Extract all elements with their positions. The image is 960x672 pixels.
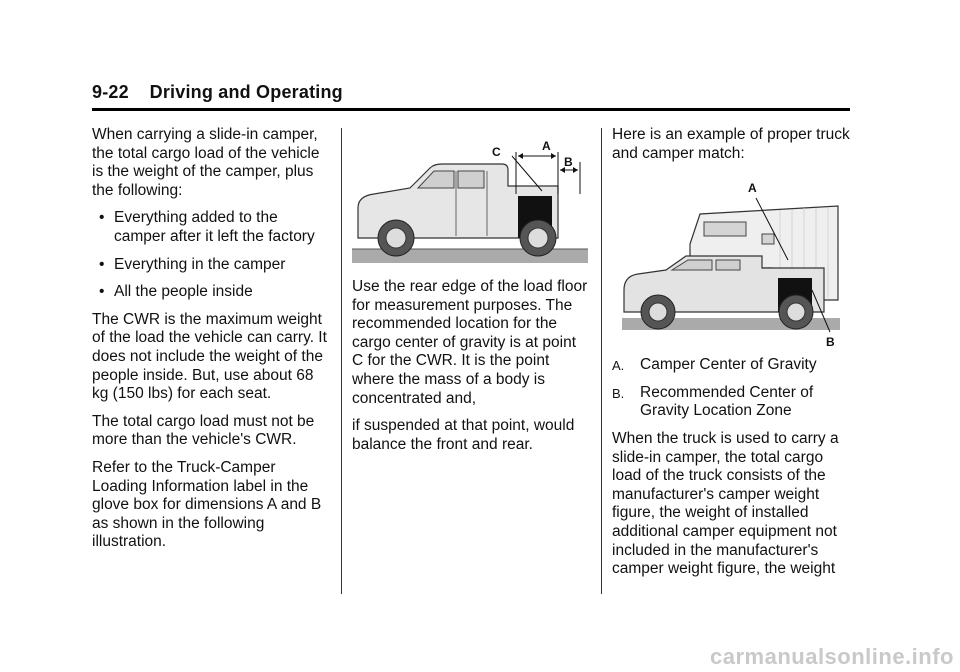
column-divider xyxy=(601,128,602,594)
total-load-paragraph: The total cargo load must not be more than the vehicle's CWR. xyxy=(92,412,315,449)
cwr-paragraph: The CWR is the maximum weight of the load the vehicle can carry. It does not include the weight of the people inside. But, use about 68 kg (150 lbs) for each seat. xyxy=(92,310,327,403)
truck-camper-figure xyxy=(612,172,848,350)
page-number: 9-22 xyxy=(92,82,129,102)
refer-paragraph: Refer to the Truck-Camper Loading Information label in the glove box for dimensions A and B as shown in the following illustration. xyxy=(92,458,322,551)
label-b: B xyxy=(826,335,835,350)
watermark: carmanualsonline.info xyxy=(710,644,954,669)
label-b: B xyxy=(564,155,573,169)
legend-item xyxy=(612,384,852,421)
camper-window xyxy=(704,222,746,236)
cargo-load-paragraph: When the truck is used to carry a slide-in camper, the total cargo load of the truck consists of the manufacturer's camper weight figure, the weight of installed additional camper equipment not included in the manufacturer's camper weight figure, the weight xyxy=(612,429,839,578)
bullet-glyph: • xyxy=(99,283,105,301)
legend-text: Recommended Center of Gravity Location Zone xyxy=(640,383,814,420)
legend-letter: A. xyxy=(612,358,625,374)
bullet-glyph: • xyxy=(99,209,105,227)
column-1 xyxy=(92,126,332,561)
column-2 xyxy=(352,126,590,463)
bullet-item xyxy=(92,256,332,275)
bullet-glyph: • xyxy=(99,255,105,273)
bullet-text: Everything in the camper xyxy=(114,255,286,273)
page-header xyxy=(92,82,850,111)
measurement-paragraph: Use the rear edge of the load floor for measurement purposes. The recommended location for the cargo center of gravity is at point C for the CWR. It is the point where the mass of a body is concentrated and, xyxy=(352,278,588,407)
bullet-item xyxy=(92,283,332,302)
bullet-item xyxy=(92,209,332,246)
column-3 xyxy=(612,126,852,588)
truck-dimension-figure xyxy=(352,126,588,272)
label-c: C xyxy=(492,145,501,159)
legend-letter: B. xyxy=(612,385,625,401)
legend-text: Camper Center of Gravity xyxy=(640,356,817,374)
page-title xyxy=(92,82,850,103)
label-a: A xyxy=(542,139,551,153)
truck-window xyxy=(458,171,484,188)
balance-paragraph: if suspended at that point, would balance the front and rear. xyxy=(352,417,575,453)
section-title: Driving and Operating xyxy=(149,82,343,102)
example-intro: Here is an example of proper truck and camper match: xyxy=(612,126,850,162)
label-a: A xyxy=(748,181,757,196)
header-rule xyxy=(92,108,850,111)
bullet-text: Everything added to the camper after it left the factory xyxy=(114,209,315,245)
intro-paragraph: When carrying a slide-in camper, the total cargo load of the vehicle is the weight of the camper, plus the following: xyxy=(92,126,320,199)
column-divider xyxy=(341,128,342,594)
bullet-text: All the people inside xyxy=(114,283,253,301)
legend-item xyxy=(612,356,852,375)
